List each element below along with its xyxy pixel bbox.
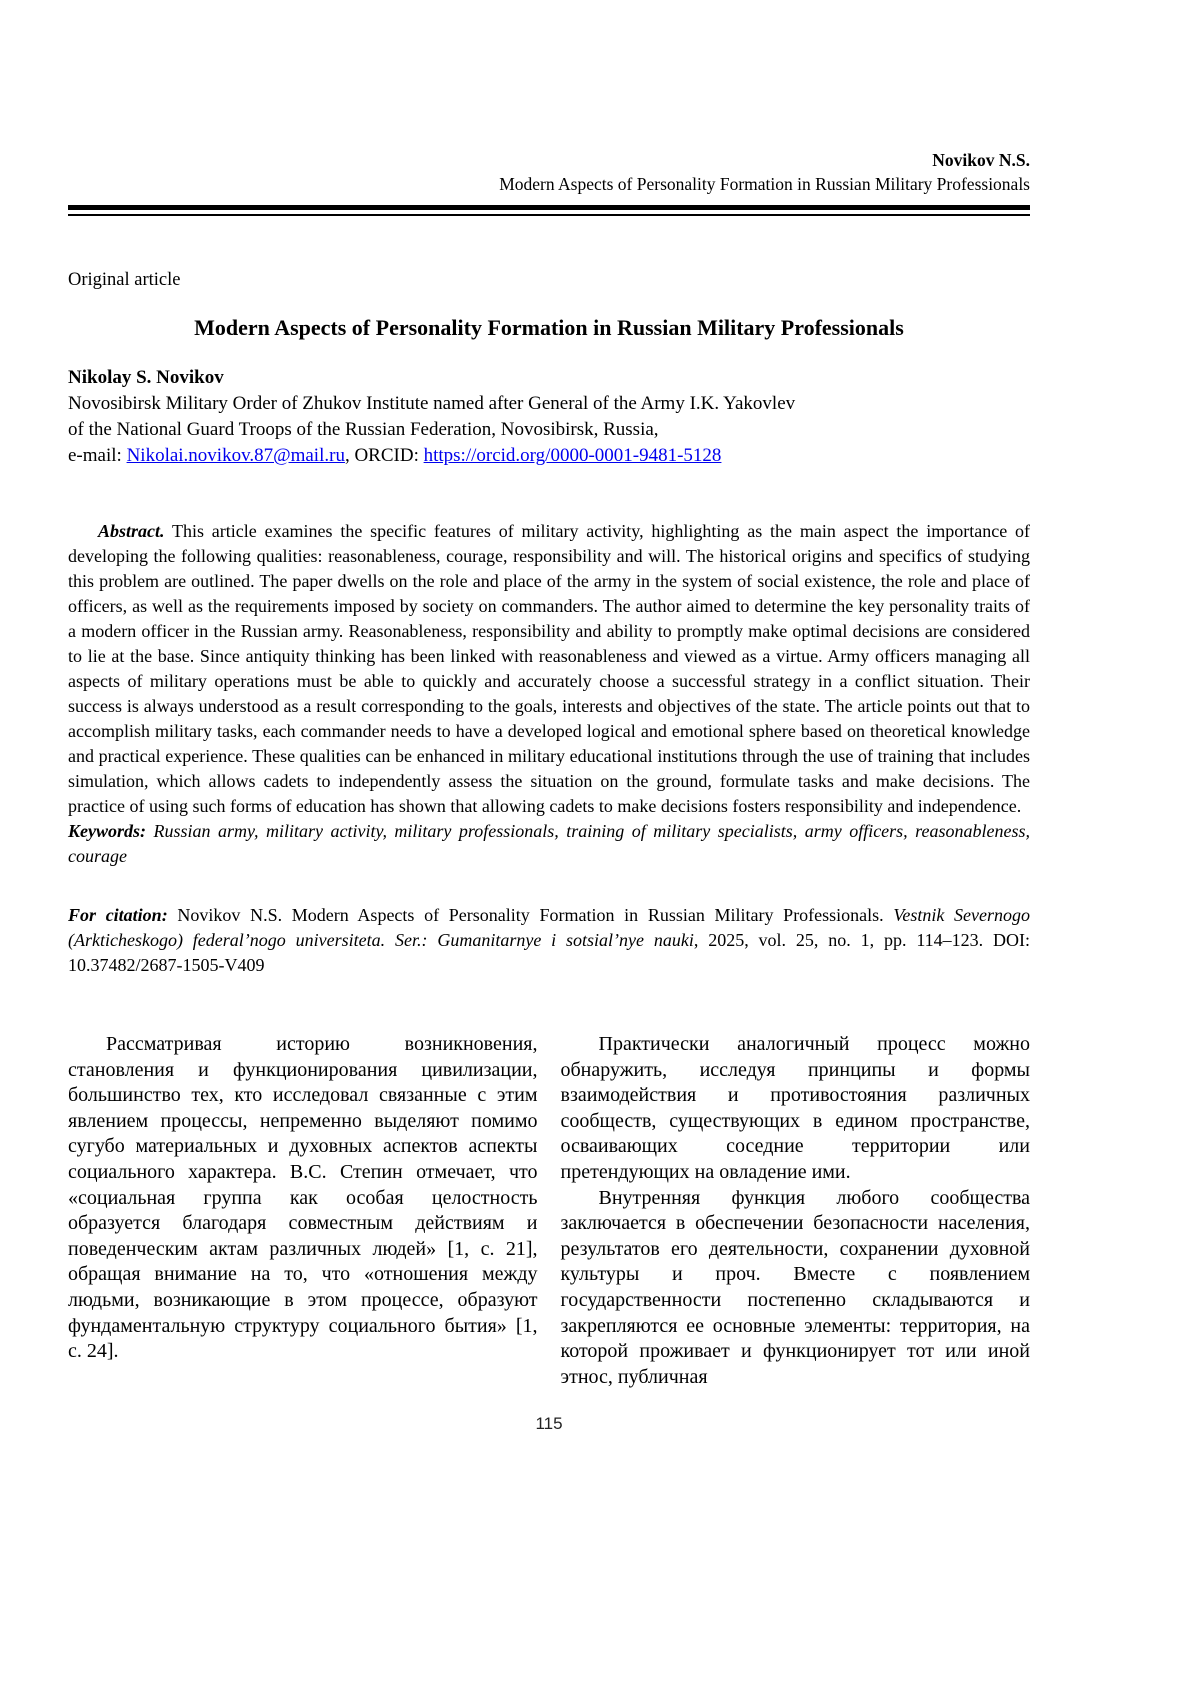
running-head-title: Modern Aspects of Personality Formation in Russian Military Professionals (499, 174, 1030, 194)
article-title: Modern Aspects of Personality Formation in Russian Military Professionals (194, 315, 904, 340)
page-number: 115 (535, 1414, 563, 1434)
body-paragraph: Внутренняя функция любого сообщества заключается в обеспечении безопасности населения, результатов его деятельности, сохранении духовной культуры и проч. Вместе с появлением государственности постепенно складываются и закрепляются ее основные элементы: территория, на которой проживает и функционирует тот или иной этнос, публичная (560, 1186, 1030, 1388)
keywords-text: Russian army, military activity, military professionals, training of military specialists, army officers, reasonableness, courage (68, 821, 1030, 866)
running-head (68, 0, 1030, 196)
body-columns (68, 1032, 1030, 1390)
affiliation-line-1: Novosibirsk Military Order of Zhukov Institute named after General of the Army I.K. Yakovlev (68, 393, 796, 414)
citation-journal-title: Vestnik Severnogo (Arkticheskogo) federal’nogo universiteta. Ser.: Gumanitarnye i sotsial’nye nauki (68, 905, 1030, 950)
right-column (561, 1032, 1031, 1390)
header-rule-thick (68, 205, 1030, 210)
body-paragraph: Рассматривая историю возникновения, становления и функционирования цивилизации, большинство тех, кто исследовал связанные с этим явлением процессы, непременно выделяют помимо сугубо материальных и духовных аспектов аспекты социального характера. В.С. Степин отмечает, что «социальная группа как особая целостность образуется благодаря совместным действиям и поведенческим актам различных людей» [1, с. 21], обращая внимание на то, что «отношения между людьми, возникающие в этом процессе, образуют фундаментальную структуру социального бытия» [1, с. 24]. (68, 1033, 538, 1363)
citation-paragraph (68, 903, 1030, 978)
article-type-label: Original article (68, 270, 181, 290)
email-label: e-mail: (68, 445, 127, 466)
citation-text-1: Novikov N.S. Modern Aspects of Personality Formation in Russian Military Professionals. (167, 905, 894, 925)
running-head-author: Novikov N.S. (932, 150, 1030, 170)
keywords-paragraph (68, 819, 1030, 869)
header-rule-thin (68, 214, 1030, 216)
citation-text-2: , 2025, vol. 25, no. 1, pp. 114–123. DOI: 10.37482/2687-1505-V409 (68, 930, 1030, 975)
orcid-label: , ORCID: (344, 445, 424, 466)
contact-line (68, 443, 1030, 469)
affiliation-line-2: of the National Guard Troops of the Russian Federation, Novosibirsk, Russia, (68, 419, 659, 440)
abstract-label: Abstract. (98, 521, 165, 541)
citation-label: For citation: (68, 905, 168, 925)
body-paragraph: Практически аналогичный процесс можно обнаружить, исследуя принципы и формы взаимодействия и противостояния различных сообществ, существующих в едином пространстве, осваивающих соседние территории или претендующих на овладение ими. (560, 1033, 1030, 1183)
abstract-paragraph (68, 519, 1030, 819)
email-link[interactable]: Nikolai.novikov.87@mail.ru (126, 445, 345, 466)
keywords-label: Keywords: (68, 821, 146, 841)
abstract-text: This article examines the specific features of military activity, highlighting as the main aspect the importance of developing the following qualities: reasonableness, courage, responsibility and will. The historical origins and specifics of studying this problem are outlined. The paper dwells on the role and place of the army in the system of social existence, the role and place of officers, as well as the requirements imposed by society on commanders. The author aimed to determine the key personality traits of a modern officer in the Russian army. Reasonableness, responsibility and ability to promptly make optimal decisions are considered to lie at the base. Since antiquity thinking has been linked with reasonableness and viewed as a virtue. Army officers managing all aspects of military operations must be able to quickly and accurately choose a successful strategy in a conflict situation. Their success is always understood as a result corresponding to the goals, interests and objectives of the state. The article points out that to accomplish military tasks, each commander needs to have a developed logical and emotional sphere based on theoretical knowledge and practical experience. These qualities can be enhanced in military educational institutions through the use of training that includes simulation, which allows cadets to independently assess the situation on the ground, formulate tasks and make decisions. The practice of using such forms of education has shown that allowing cadets to make decisions fosters responsibility and independence. (68, 521, 1030, 816)
left-column (68, 1032, 538, 1390)
author-name: Nikolay S. Novikov (68, 367, 224, 388)
orcid-link[interactable]: https://orcid.org/0000-0001-9481-5128 (423, 445, 722, 466)
